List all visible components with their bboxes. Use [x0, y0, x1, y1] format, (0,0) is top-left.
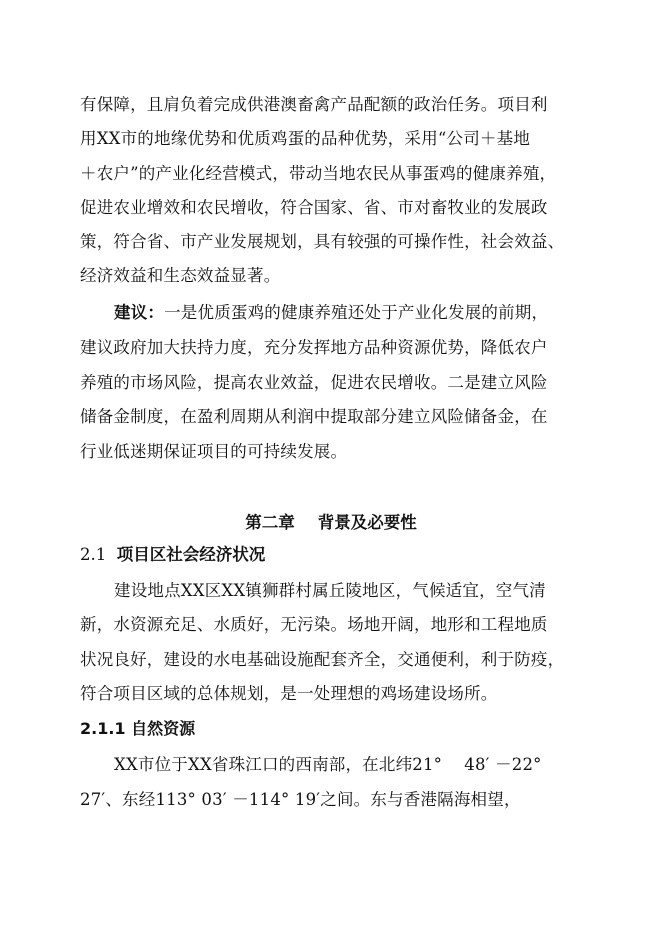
paragraph-line: 27′、东经113° 03′ －114° 19′之间。东与香港隔海相望，	[80, 790, 521, 809]
section-title: 项目区社会经济状况	[116, 545, 266, 564]
subsection-number: 2.1.1	[80, 719, 126, 738]
paragraph-line: ＋农户”的产业化经营模式，带动当地农民从事蛋鸡的健康养殖，	[80, 164, 557, 183]
paragraph-line: 符合项目区域的总体规划，是一处理想的鸡场建设场所。	[80, 684, 498, 703]
paragraph-line: 储备金制度，在盈利周期从利润中提取部分建立风险储备金，在	[80, 407, 548, 426]
paragraph-line: 促进农业增效和农民增收，符合国家、省、市对畜牧业的发展政	[80, 198, 548, 217]
paragraph-line: 新，水资源充足、水质好，无污染。场地开阔，地形和工程地质	[80, 615, 548, 634]
recommendation-label: 建议：	[114, 303, 165, 322]
paragraph-line: 建议政府加大扶持力度，充分发挥地方品种资源优势，降低农户	[80, 338, 548, 357]
section-heading	[80, 544, 265, 566]
subsection-title: 自然资源	[131, 719, 196, 738]
paragraph-line: 有保障，且肩负着完成供港澳畜禽产品配额的政治任务。项目利	[80, 95, 548, 114]
recommendation-text: 一是优质蛋鸡的健康养殖还处于产业化发展的前期，	[164, 303, 549, 322]
paragraph-line: 行业低迷期保证项目的可持续发展。	[80, 442, 348, 461]
recommendation-first-line	[114, 302, 624, 324]
paragraph-line: 状况良好，建设的水电基础设施配套齐全，交通便利，利于防疫，	[80, 650, 565, 669]
paragraph-line: 用XX市的地缘优势和优质鸡蛋的品种优势，采用“公司＋基地	[80, 129, 531, 148]
chapter-title: 背景及必要性	[317, 513, 417, 532]
paragraph-line: XX市位于XX省珠江口的西南部，在北纬21° 48′ －22°	[114, 755, 542, 774]
paragraph-line: 经济效益和生态效益显著。	[80, 266, 281, 285]
chapter-number: 第二章	[245, 513, 295, 532]
section-number: 2.1	[80, 545, 107, 564]
paragraph-line: 养殖的市场风险，提高农业效益，促进农民增收。二是建立风险	[80, 373, 548, 392]
paragraph-line: 建设地点XX区XX镇狮群村属丘陵地区，气候适宜，空气清	[114, 581, 546, 600]
paragraph-line: 策，符合省、市产业发展规划，具有较强的可操作性，社会效益、	[80, 232, 565, 251]
chapter-heading	[0, 512, 662, 534]
subsection-heading	[80, 718, 195, 740]
